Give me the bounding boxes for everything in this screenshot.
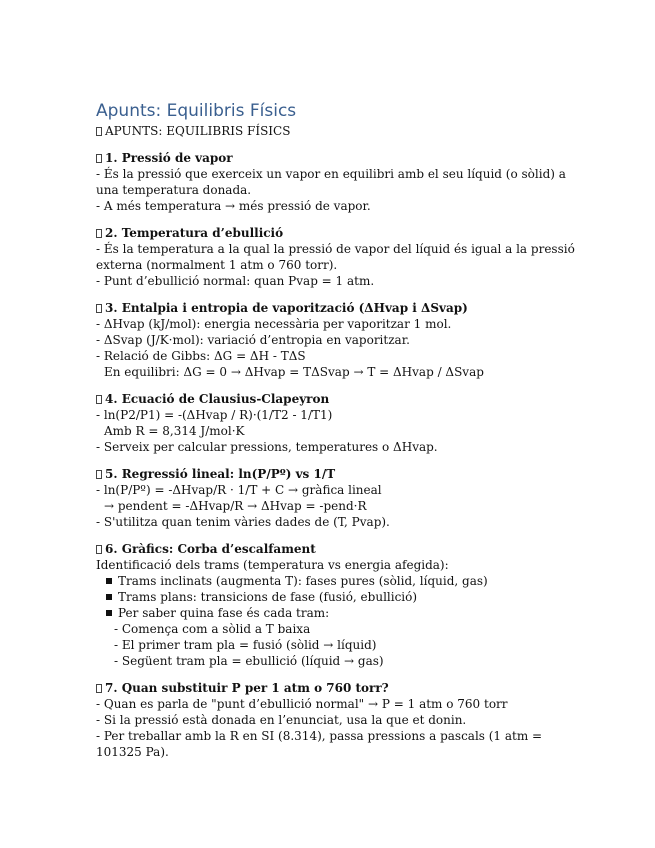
missing-glyph-icon: [96, 684, 102, 693]
text-line: - ln(P2/P1) = -(ΔHvap / R)·(1/T2 - 1/T1): [96, 408, 333, 422]
text-line: En equilibri: ΔG = 0 → ΔHvap = TΔSvap → T = ΔHvap / ΔSvap: [104, 365, 484, 379]
text-line: - ΔSvap (J/K·mol): variació d’entropia en vaporitzar.: [96, 333, 410, 347]
list-item: Per saber quina fase és cada tram:: [96, 605, 576, 621]
text-line: - S'utilitza quan tenim vàries dades de (T, Pvap).: [96, 515, 390, 529]
text-line: - És la pressió que exerceix un vapor en equilibri amb el seu líquid (o sòlid) a una temperatura donada.: [96, 167, 566, 197]
text-line: Identificació dels trams (temperatura vs energia afegida):: [96, 558, 449, 572]
header-line: APUNTS: EQUILIBRIS FÍSICS: [96, 123, 576, 139]
document-title: Apunts: Equilibris Físics: [96, 101, 297, 121]
missing-glyph-icon: [96, 545, 102, 554]
text-line: - Per treballar amb la R en SI (8.314), passa pressions a pascals (1 atm = 101325 Pa).: [96, 729, 543, 759]
missing-glyph-icon: [96, 304, 102, 313]
text-line: - Serveix per calcular pressions, temperatures o ΔHvap.: [96, 440, 438, 454]
text-line: → pendent = -ΔHvap/R → ΔHvap = -pend·R: [104, 499, 367, 513]
text-line: - ln(P/Pº) = -ΔHvap/R · 1/T + C → gràfica lineal: [96, 483, 382, 497]
text-line: - Si la pressió està donada en l’enunciat, usa la que et donin.: [96, 713, 467, 727]
section-1: [96, 150, 576, 214]
section-7: [96, 680, 576, 760]
section-heading: 5. Regressió lineal: ln(P/Pº) vs 1/T: [96, 466, 576, 482]
document-page: [96, 100, 576, 760]
section-2: [96, 225, 576, 289]
section-heading: 4. Ecuació de Clausius-Clapeyron: [96, 391, 576, 407]
bullet-icon: [106, 594, 112, 600]
list-item: Trams inclinats (augmenta T): fases pures (sòlid, líquid, gas): [96, 573, 576, 589]
bullet-icon: [106, 578, 112, 584]
text-line: - Relació de Gibbs: ΔG = ΔH - TΔS: [96, 349, 306, 363]
missing-glyph-icon: [96, 154, 102, 163]
section-heading: 7. Quan substituir P per 1 atm o 760 torr?: [96, 680, 576, 696]
missing-glyph-icon: [96, 470, 102, 479]
section-heading: 3. Entalpia i entropia de vaporització (ΔHvap i ΔSvap): [96, 300, 576, 316]
bullet-icon: [106, 610, 112, 616]
sub-list-item: - Comença com a sòlid a T baixa: [114, 622, 311, 636]
text-line: - ΔHvap (kJ/mol): energia necessària per vaporitzar 1 mol.: [96, 317, 452, 331]
text-line: - Punt d’ebullició normal: quan Pvap = 1 atm.: [96, 274, 375, 288]
missing-glyph-icon: [96, 229, 102, 238]
list-item: Trams plans: transicions de fase (fusió, ebullició): [96, 589, 576, 605]
section-6: [96, 541, 576, 669]
section-4: [96, 391, 576, 455]
section-heading: 2. Temperatura d’ebullició: [96, 225, 576, 241]
section-heading: 6. Gràfics: Corba d’escalfament: [96, 541, 576, 557]
section-5: [96, 466, 576, 530]
section-3: [96, 300, 576, 380]
sub-list-item: - Següent tram pla = ebullició (líquid → gas): [114, 654, 384, 668]
text-line: - Quan es parla de "punt d’ebullició normal" → P = 1 atm o 760 torr: [96, 697, 508, 711]
missing-glyph-icon: [96, 395, 102, 404]
section-heading: 1. Pressió de vapor: [96, 150, 576, 166]
text-line: - És la temperatura a la qual la pressió de vapor del líquid és igual a la pressió externa (normalment 1 atm o 760 torr).: [96, 242, 575, 272]
sub-list-item: - El primer tram pla = fusió (sòlid → líquid): [114, 638, 377, 652]
text-line: Amb R = 8,314 J/mol·K: [104, 424, 245, 438]
text-line: - A més temperatura → més pressió de vapor.: [96, 199, 371, 213]
missing-glyph-icon: [96, 127, 102, 136]
